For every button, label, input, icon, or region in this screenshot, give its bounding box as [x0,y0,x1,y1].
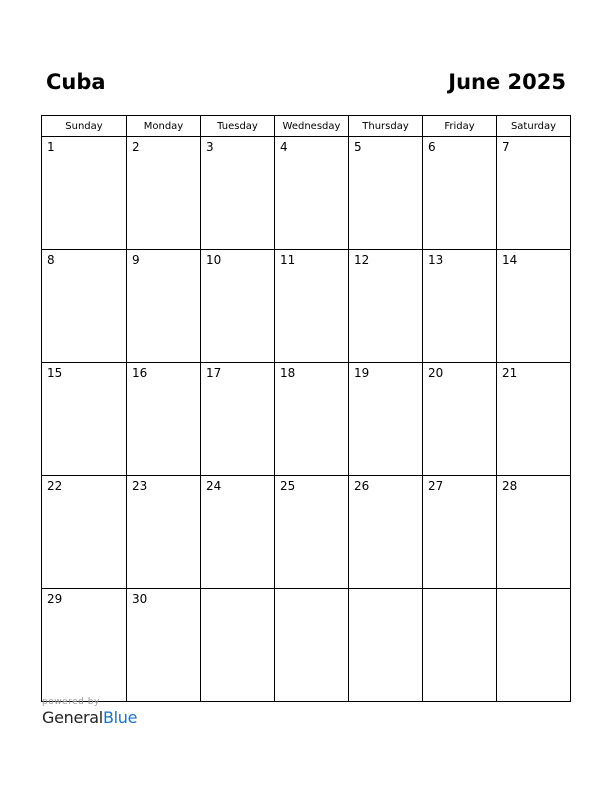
day-cell: 1 [42,137,127,250]
week-row [42,476,571,589]
calendar-grid [41,115,571,702]
day-cell: 14 [497,250,571,363]
weekday-thursday: Thursday [349,116,423,137]
day-cell: 19 [349,363,423,476]
week-row [42,137,571,250]
day-cell: 20 [423,363,497,476]
day-cell: 22 [42,476,127,589]
weekday-header-row [42,116,571,137]
day-cell: 4 [275,137,349,250]
week-row [42,363,571,476]
day-cell [497,589,571,702]
weekday-wednesday: Wednesday [275,116,349,137]
weekday-friday: Friday [423,116,497,137]
weekday-tuesday: Tuesday [201,116,275,137]
generalblue-logo [42,708,137,727]
day-cell: 6 [423,137,497,250]
day-cell: 23 [127,476,201,589]
day-cell: 13 [423,250,497,363]
day-cell: 12 [349,250,423,363]
day-cell: 30 [127,589,201,702]
day-cell [275,589,349,702]
day-cell: 2 [127,137,201,250]
week-row [42,250,571,363]
day-cell [423,589,497,702]
day-cell: 21 [497,363,571,476]
weekday-saturday: Saturday [497,116,571,137]
generalblue-footer [42,697,137,727]
day-cell: 5 [349,137,423,250]
day-cell: 29 [42,589,127,702]
day-cell: 17 [201,363,275,476]
brand-blue: Blue [102,708,138,727]
day-cell: 27 [423,476,497,589]
weekday-sunday: Sunday [42,116,127,137]
day-cell: 7 [497,137,571,250]
day-cell [201,589,275,702]
day-cell: 10 [201,250,275,363]
weekday-monday: Monday [127,116,201,137]
day-cell: 9 [127,250,201,363]
day-cell: 28 [497,476,571,589]
day-cell: 18 [275,363,349,476]
day-cell: 16 [127,363,201,476]
day-cell: 26 [349,476,423,589]
day-cell [349,589,423,702]
day-cell: 8 [42,250,127,363]
day-cell: 24 [201,476,275,589]
day-cell: 15 [42,363,127,476]
powered-by-text: powered by [42,697,100,707]
brand-general: General [42,708,103,727]
country-title: Cuba [46,70,106,94]
day-cell: 11 [275,250,349,363]
day-cell: 25 [275,476,349,589]
day-cell: 3 [201,137,275,250]
week-row [42,589,571,702]
month-year-title: June 2025 [448,70,566,94]
